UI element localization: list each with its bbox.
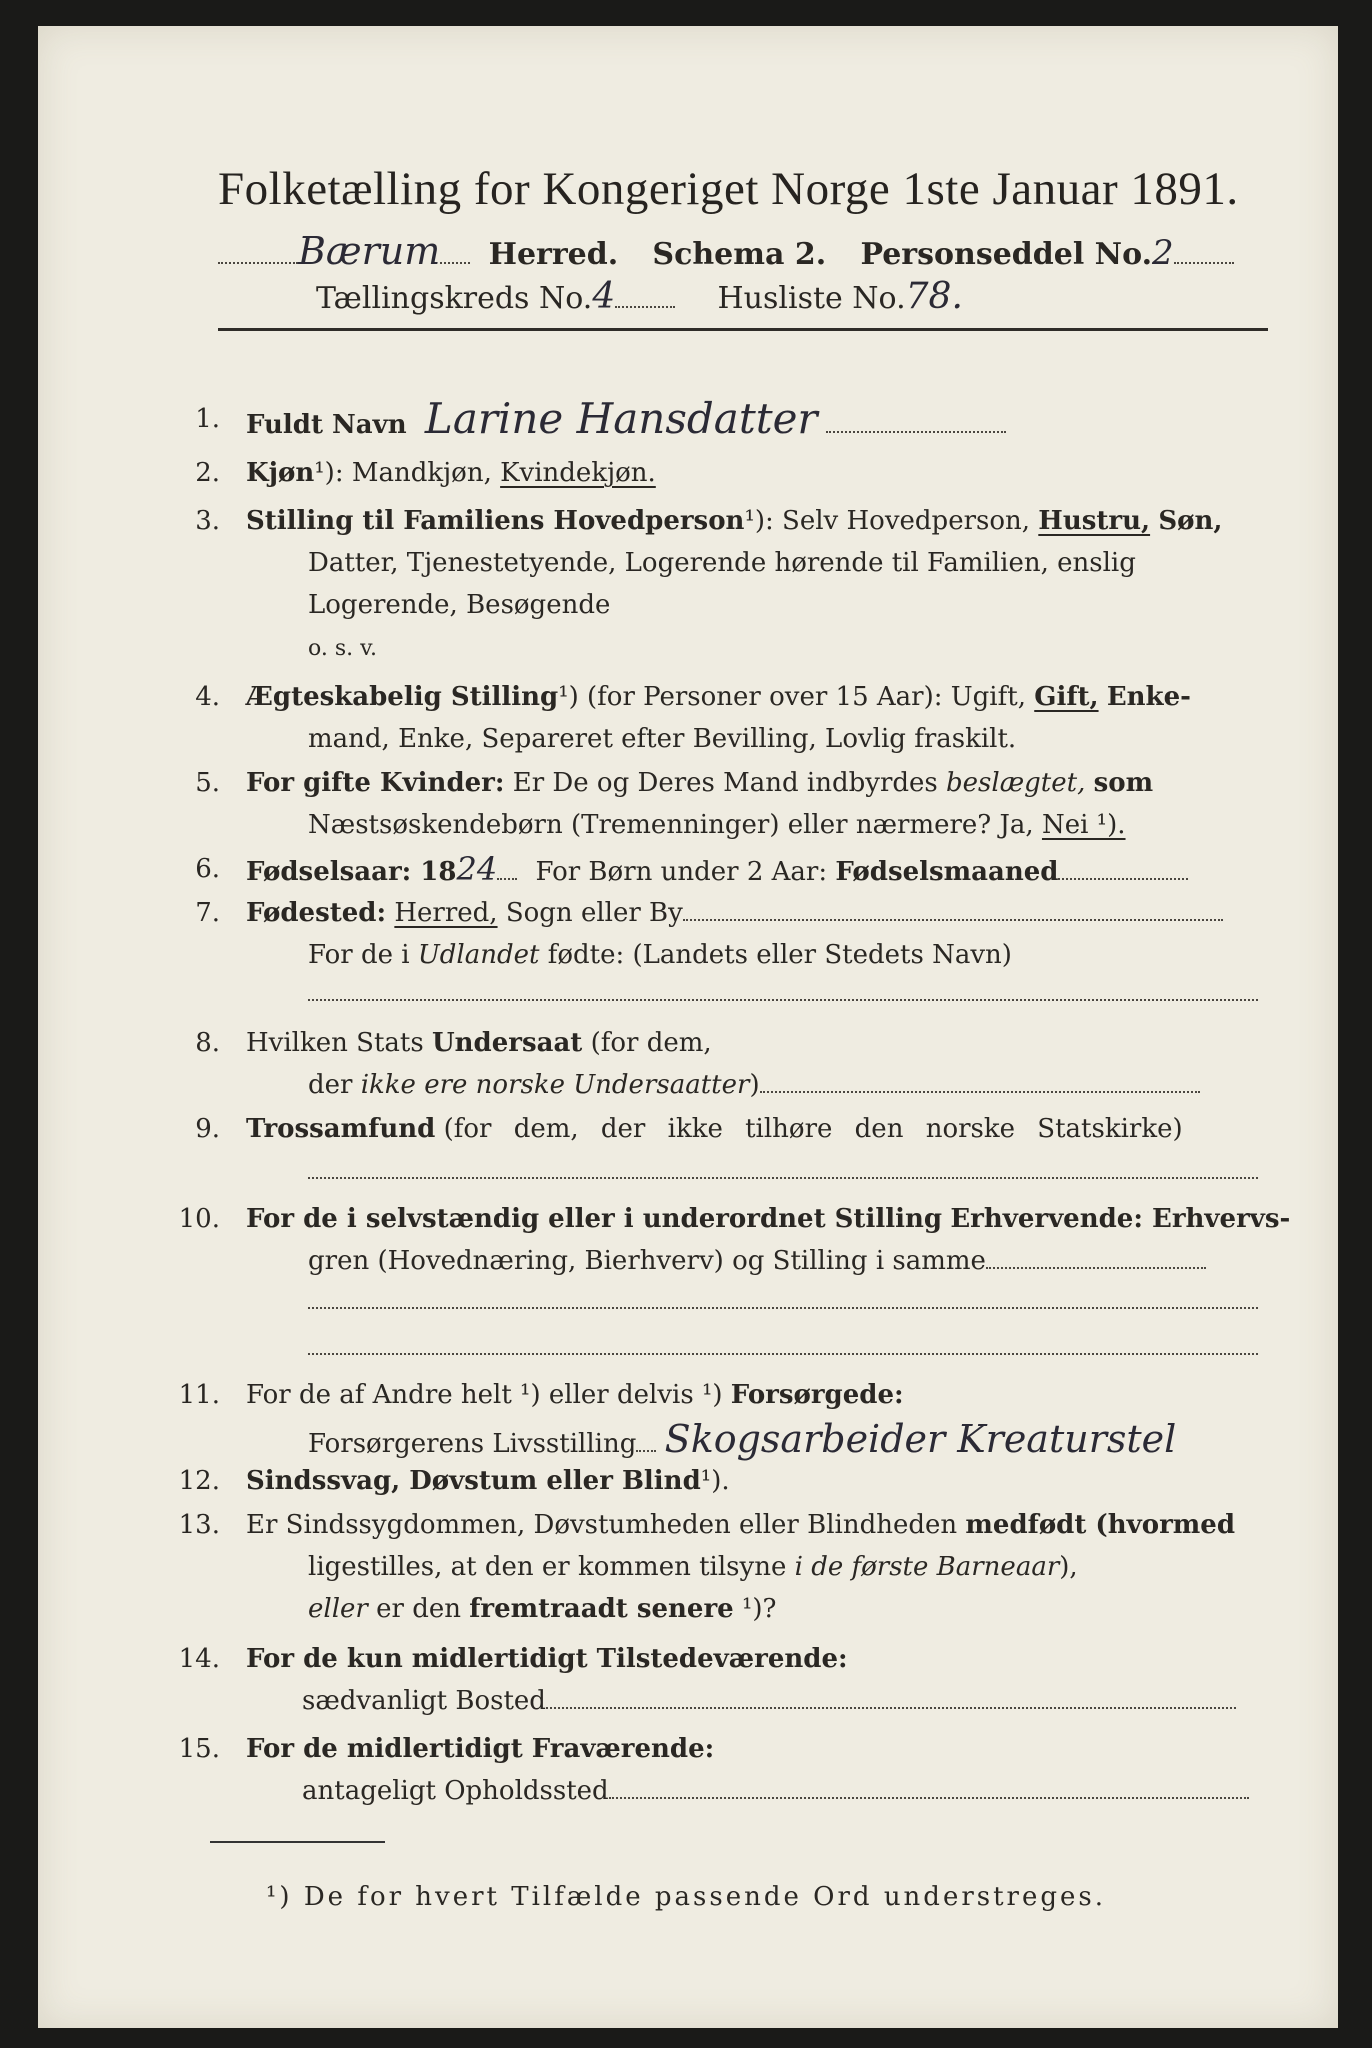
item-number: 7. xyxy=(195,898,220,928)
item-number: 5. xyxy=(195,768,220,798)
header-divider xyxy=(218,328,1268,331)
herred-value: Bærum xyxy=(298,229,441,273)
item-number: 3. xyxy=(195,506,220,536)
item-10-occupation: For de i selvstændig eller i underordnet Stilling Erhvervende: Erhvervs- xyxy=(246,1204,1291,1234)
form-title: Folketælling for Kongeriget Norge 1ste Januar 1891. xyxy=(218,163,1239,215)
item-11-supported: For de af Andre helt ¹) eller delvis ¹) Forsørgede: xyxy=(246,1380,904,1410)
item-6-birthyear: Fødselsaar: 1824 For Børn under 2 Aar: Fødselsmaaned xyxy=(246,852,1188,889)
census-form-sheet xyxy=(38,26,1338,2028)
item-number: 10. xyxy=(178,1204,220,1234)
item-15-line-2: antageligt Opholdssted xyxy=(302,1774,1249,1808)
name-value: Larine Hansdatter xyxy=(424,394,818,443)
item-12-disability: Sindssvag, Døvstum eller Blind¹). xyxy=(246,1466,730,1496)
husliste-label: Husliste No. xyxy=(717,281,906,316)
item-number: 11. xyxy=(178,1380,220,1410)
husliste-value: 78. xyxy=(905,276,963,317)
item-7-birthplace: Fødested: Herred, Sogn eller By xyxy=(246,896,1223,930)
item-13-congenital: Er Sindssygdommen, Døvstumheden eller Blindheden medfødt (hvormed xyxy=(246,1510,1236,1540)
item-number: 6. xyxy=(195,854,220,884)
item-15-temporary-absent: For de midlertidigt Fraværende: xyxy=(246,1734,715,1764)
footnote: ¹) De for hvert Tilfælde passende Ord understreges. xyxy=(266,1882,1107,1912)
item-8-citizenship: Hvilken Stats Undersaat (for dem, xyxy=(246,1028,712,1058)
item-3-line-4: o. s. v. xyxy=(308,636,377,661)
item-2-sex: Kjøn¹): Mandkjøn, Kvindekjøn. xyxy=(246,458,656,488)
item-13-line-2: ligestilles, at den er kommen tilsyne i de første Barneaar), xyxy=(308,1552,1078,1582)
schema-label: Schema 2. xyxy=(652,237,827,272)
footnote-divider xyxy=(210,1841,385,1843)
selected-birthplace: Herred, xyxy=(394,898,498,928)
item-number: 1. xyxy=(195,404,220,434)
personseddel-value: 2 xyxy=(1152,233,1174,273)
item-3-line-2: Datter, Tjenestetyende, Logerende hørende til Familien, enslig xyxy=(308,548,1136,578)
item-5-married-women: For gifte Kvinder: Er De og Deres Mand indbyrdes beslægtet, som xyxy=(246,768,1154,798)
birthyear-value: 24 xyxy=(456,850,498,888)
blank-line xyxy=(308,998,1258,1001)
item-9-religion: Trossamfund (for dem, der ikke tilhøre den norske Statskirke) xyxy=(246,1114,1183,1144)
item-5-line-2: Næstsøskendebørn (Tremenninger) eller nærmere? Ja, Nei ¹). xyxy=(308,810,1126,840)
item-14-line-2: sædvanligt Bosted xyxy=(302,1684,1236,1718)
item-4-marital: Ægteskabelig Stilling¹) (for Personer over 15 Aar): Ugift, Gift, Enke- xyxy=(246,682,1191,712)
header-row-1 xyxy=(218,229,1234,273)
item-3-position: Stilling til Familiens Hovedperson¹): Selv Hovedperson, Hustru, Søn, xyxy=(246,506,1223,536)
header-row-2 xyxy=(316,276,963,317)
item-13-line-3: eller er den fremtraadt senere ¹)? xyxy=(308,1594,777,1624)
provider-occupation-value: Skogsarbeider Kreaturstel xyxy=(664,1417,1177,1461)
blank-line xyxy=(308,1352,1258,1355)
item-number: 4. xyxy=(195,682,220,712)
item-number: 14. xyxy=(178,1644,220,1674)
item-1-name: Fuldt Navn Larine Hansdatter xyxy=(246,402,1006,442)
item-10-line-2: gren (Hovednæring, Bierhverv) og Stilling i samme xyxy=(308,1244,1206,1278)
item-number: 13. xyxy=(178,1510,220,1540)
selected-position: Hustru, xyxy=(1038,506,1151,536)
blank-line xyxy=(308,1306,1258,1309)
item-number: 9. xyxy=(195,1114,220,1144)
selected-marital: Gift, xyxy=(1034,682,1099,712)
item-number: 2. xyxy=(195,458,220,488)
kreds-value: 4 xyxy=(592,276,616,317)
item-11-line-2: Forsørgerens Livsstilling Skogsarbeider Kreaturstel xyxy=(308,1417,1177,1461)
selected-sex: Kvindekjøn. xyxy=(500,458,656,488)
item-number: 8. xyxy=(195,1028,220,1058)
blank-line xyxy=(308,1176,1258,1179)
selected-related: Nei ¹). xyxy=(1041,810,1126,840)
herred-label: Herred. xyxy=(488,237,619,272)
item-number: 15. xyxy=(178,1734,220,1764)
item-3-line-3: Logerende, Besøgende xyxy=(308,590,611,620)
personseddel-label: Personseddel No. xyxy=(860,237,1153,272)
item-14-temporary-present: For de kun midlertidigt Tilstedeværende: xyxy=(246,1644,848,1674)
item-7-line-2: For de i Udlandet fødte: (Landets eller Stedets Navn) xyxy=(308,940,1012,970)
kreds-label: Tællingskreds No. xyxy=(316,281,593,316)
item-4-line-2: mand, Enke, Separeret efter Bevilling, Lovlig fraskilt. xyxy=(308,724,1017,754)
item-number: 12. xyxy=(178,1466,220,1496)
item-8-line-2: der ikke ere norske Undersaatter) xyxy=(308,1068,1200,1102)
